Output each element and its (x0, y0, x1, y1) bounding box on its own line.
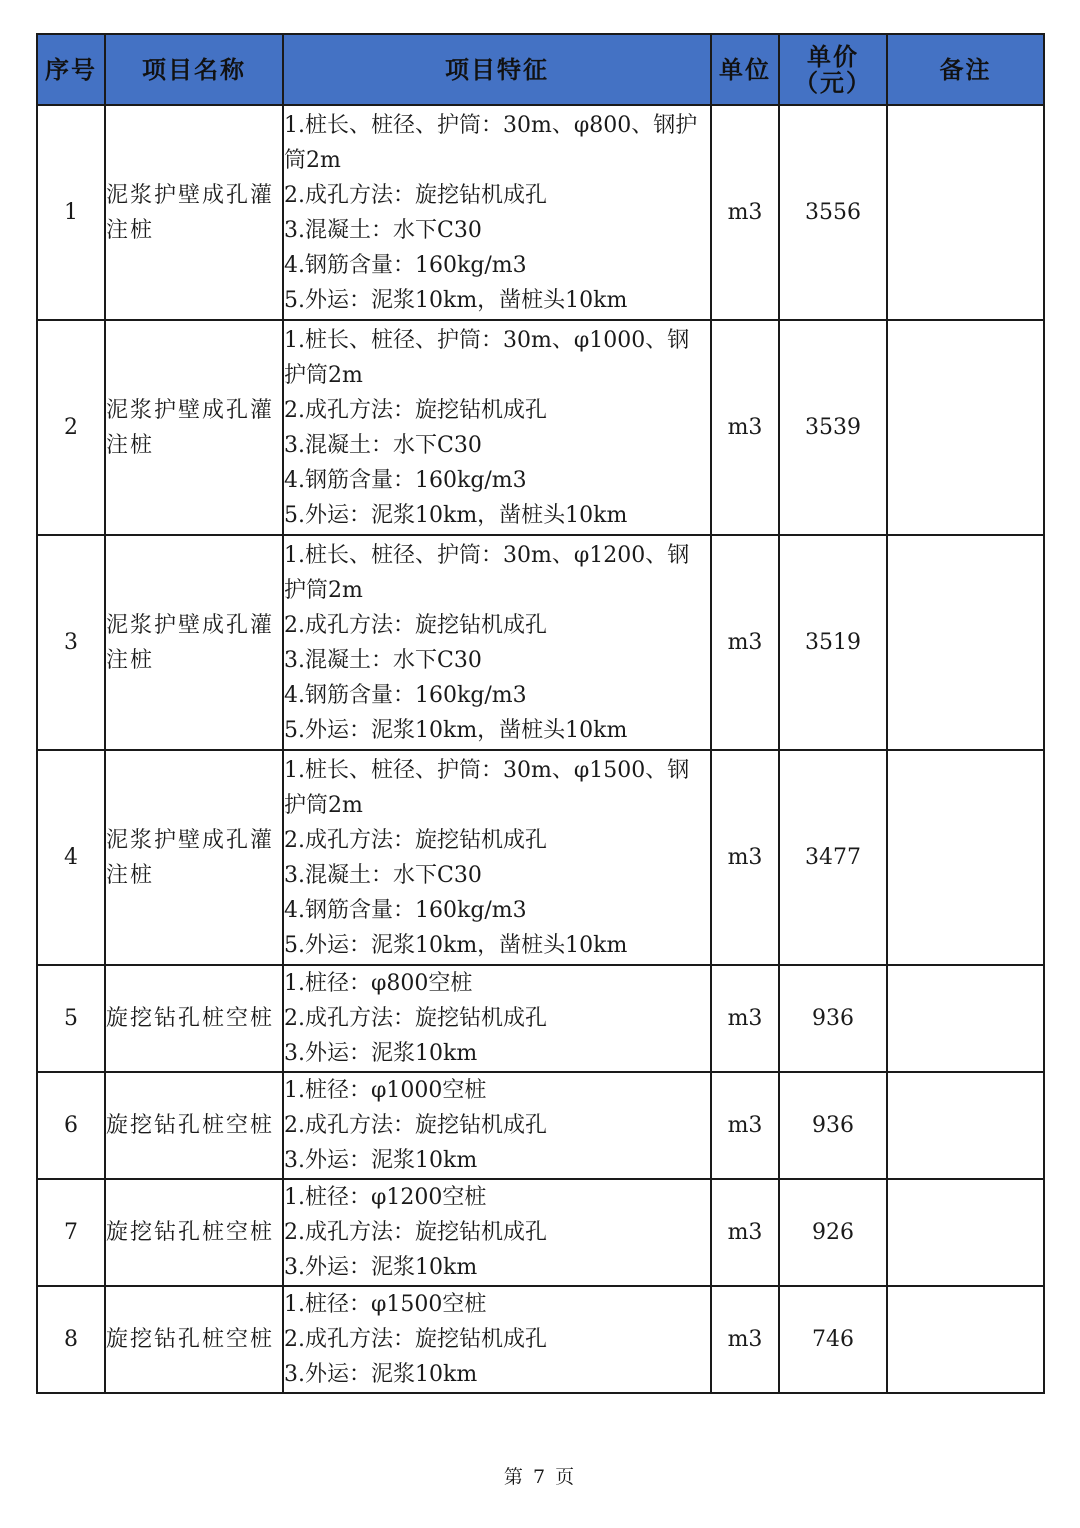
header-features: 项目特征 (283, 34, 711, 105)
feature-line: 1.桩长、桩径、护筒：30m、φ800、钢护筒2m (284, 112, 698, 173)
feature-line: 2.成孔方法：旋挖钻机成孔 (284, 397, 547, 423)
row-unit: m3 (711, 105, 779, 320)
table-row (37, 1286, 1044, 1393)
row-name: 泥浆护壁成孔灌注桩 (105, 320, 283, 535)
row-unit: m3 (711, 750, 779, 965)
header-remark: 备注 (887, 34, 1044, 105)
feature-line: 1.桩径：φ1200空桩 (284, 1185, 487, 1210)
feature-line: 3.混凝土：水下C30 (284, 217, 482, 243)
row-unit: m3 (711, 1179, 779, 1286)
row-features (283, 965, 711, 1072)
price-table (36, 33, 1045, 1394)
feature-line: 4.钢筋含量：160kg/m3 (284, 252, 527, 278)
row-features (283, 535, 711, 750)
table-row (37, 1179, 1044, 1286)
row-price: 3539 (779, 320, 887, 535)
row-remark (887, 965, 1044, 1072)
row-unit: m3 (711, 965, 779, 1072)
row-name: 旋挖钻孔桩空桩 (105, 1179, 283, 1286)
feature-line: 4.钢筋含量：160kg/m3 (284, 467, 527, 493)
feature-line: 1.桩径：φ1000空桩 (284, 1078, 487, 1103)
feature-line: 2.成孔方法：旋挖钻机成孔 (284, 1006, 547, 1031)
row-name: 泥浆护壁成孔灌注桩 (105, 105, 283, 320)
table-body (37, 105, 1044, 1393)
feature-line: 3.外运：泥浆10km (284, 1148, 478, 1173)
row-index: 7 (37, 1179, 105, 1286)
table-row (37, 750, 1044, 965)
row-price: 3556 (779, 105, 887, 320)
feature-line: 3.外运：泥浆10km (284, 1041, 478, 1066)
row-remark (887, 750, 1044, 965)
row-index: 1 (37, 105, 105, 320)
feature-line: 3.混凝土：水下C30 (284, 647, 482, 673)
feature-line: 3.外运：泥浆10km (284, 1362, 478, 1387)
header-unit: 单位 (711, 34, 779, 105)
feature-line: 3.混凝土：水下C30 (284, 862, 482, 888)
feature-line: 1.桩径：φ1500空桩 (284, 1292, 487, 1317)
row-features (283, 1179, 711, 1286)
row-price: 3477 (779, 750, 887, 965)
feature-line: 4.钢筋含量：160kg/m3 (284, 682, 527, 708)
row-index: 6 (37, 1072, 105, 1179)
row-features (283, 105, 711, 320)
feature-line: 5.外运：泥浆10km，凿桩头10km (284, 932, 628, 958)
feature-line: 2.成孔方法：旋挖钻机成孔 (284, 1220, 547, 1245)
table-row (37, 320, 1044, 535)
row-name: 旋挖钻孔桩空桩 (105, 1286, 283, 1393)
row-name: 泥浆护壁成孔灌注桩 (105, 750, 283, 965)
feature-line: 2.成孔方法：旋挖钻机成孔 (284, 1113, 547, 1138)
row-unit: m3 (711, 320, 779, 535)
table-header-row (37, 34, 1044, 105)
row-remark (887, 1072, 1044, 1179)
row-unit: m3 (711, 535, 779, 750)
row-price: 3519 (779, 535, 887, 750)
row-price: 936 (779, 1072, 887, 1179)
row-name: 旋挖钻孔桩空桩 (105, 1072, 283, 1179)
header-name: 项目名称 (105, 34, 283, 105)
feature-line: 2.成孔方法：旋挖钻机成孔 (284, 182, 547, 208)
feature-line: 3.混凝土：水下C30 (284, 432, 482, 458)
row-remark (887, 105, 1044, 320)
row-index: 3 (37, 535, 105, 750)
row-features (283, 1072, 711, 1179)
page-number: 第 7 页 (503, 1466, 577, 1488)
row-index: 8 (37, 1286, 105, 1393)
row-index: 2 (37, 320, 105, 535)
header-index: 序号 (37, 34, 105, 105)
row-price: 936 (779, 965, 887, 1072)
row-features (283, 1286, 711, 1393)
row-price: 926 (779, 1179, 887, 1286)
row-remark (887, 320, 1044, 535)
feature-line: 1.桩长、桩径、护筒：30m、φ1500、钢护筒2m (284, 757, 690, 818)
feature-line: 3.外运：泥浆10km (284, 1255, 478, 1280)
row-features (283, 750, 711, 965)
table-row (37, 105, 1044, 320)
table-row (37, 1072, 1044, 1179)
feature-line: 1.桩长、桩径、护筒：30m、φ1000、钢护筒2m (284, 327, 690, 388)
row-unit: m3 (711, 1286, 779, 1393)
row-remark (887, 535, 1044, 750)
feature-line: 2.成孔方法：旋挖钻机成孔 (284, 1327, 547, 1352)
row-name: 泥浆护壁成孔灌注桩 (105, 535, 283, 750)
row-features (283, 320, 711, 535)
row-unit: m3 (711, 1072, 779, 1179)
feature-line: 1.桩长、桩径、护筒：30m、φ1200、钢护筒2m (284, 542, 690, 603)
header-price: 单价（元） (779, 34, 887, 105)
table-row (37, 535, 1044, 750)
row-name: 旋挖钻孔桩空桩 (105, 965, 283, 1072)
row-remark (887, 1179, 1044, 1286)
feature-line: 5.外运：泥浆10km，凿桩头10km (284, 717, 628, 743)
feature-line: 2.成孔方法：旋挖钻机成孔 (284, 612, 547, 638)
row-price: 746 (779, 1286, 887, 1393)
table-row (37, 965, 1044, 1072)
feature-line: 5.外运：泥浆10km，凿桩头10km (284, 287, 628, 313)
feature-line: 2.成孔方法：旋挖钻机成孔 (284, 827, 547, 853)
row-remark (887, 1286, 1044, 1393)
feature-line: 4.钢筋含量：160kg/m3 (284, 897, 527, 923)
row-index: 5 (37, 965, 105, 1072)
row-index: 4 (37, 750, 105, 965)
feature-line: 1.桩径：φ800空桩 (284, 971, 473, 996)
feature-line: 5.外运：泥浆10km，凿桩头10km (284, 502, 628, 528)
